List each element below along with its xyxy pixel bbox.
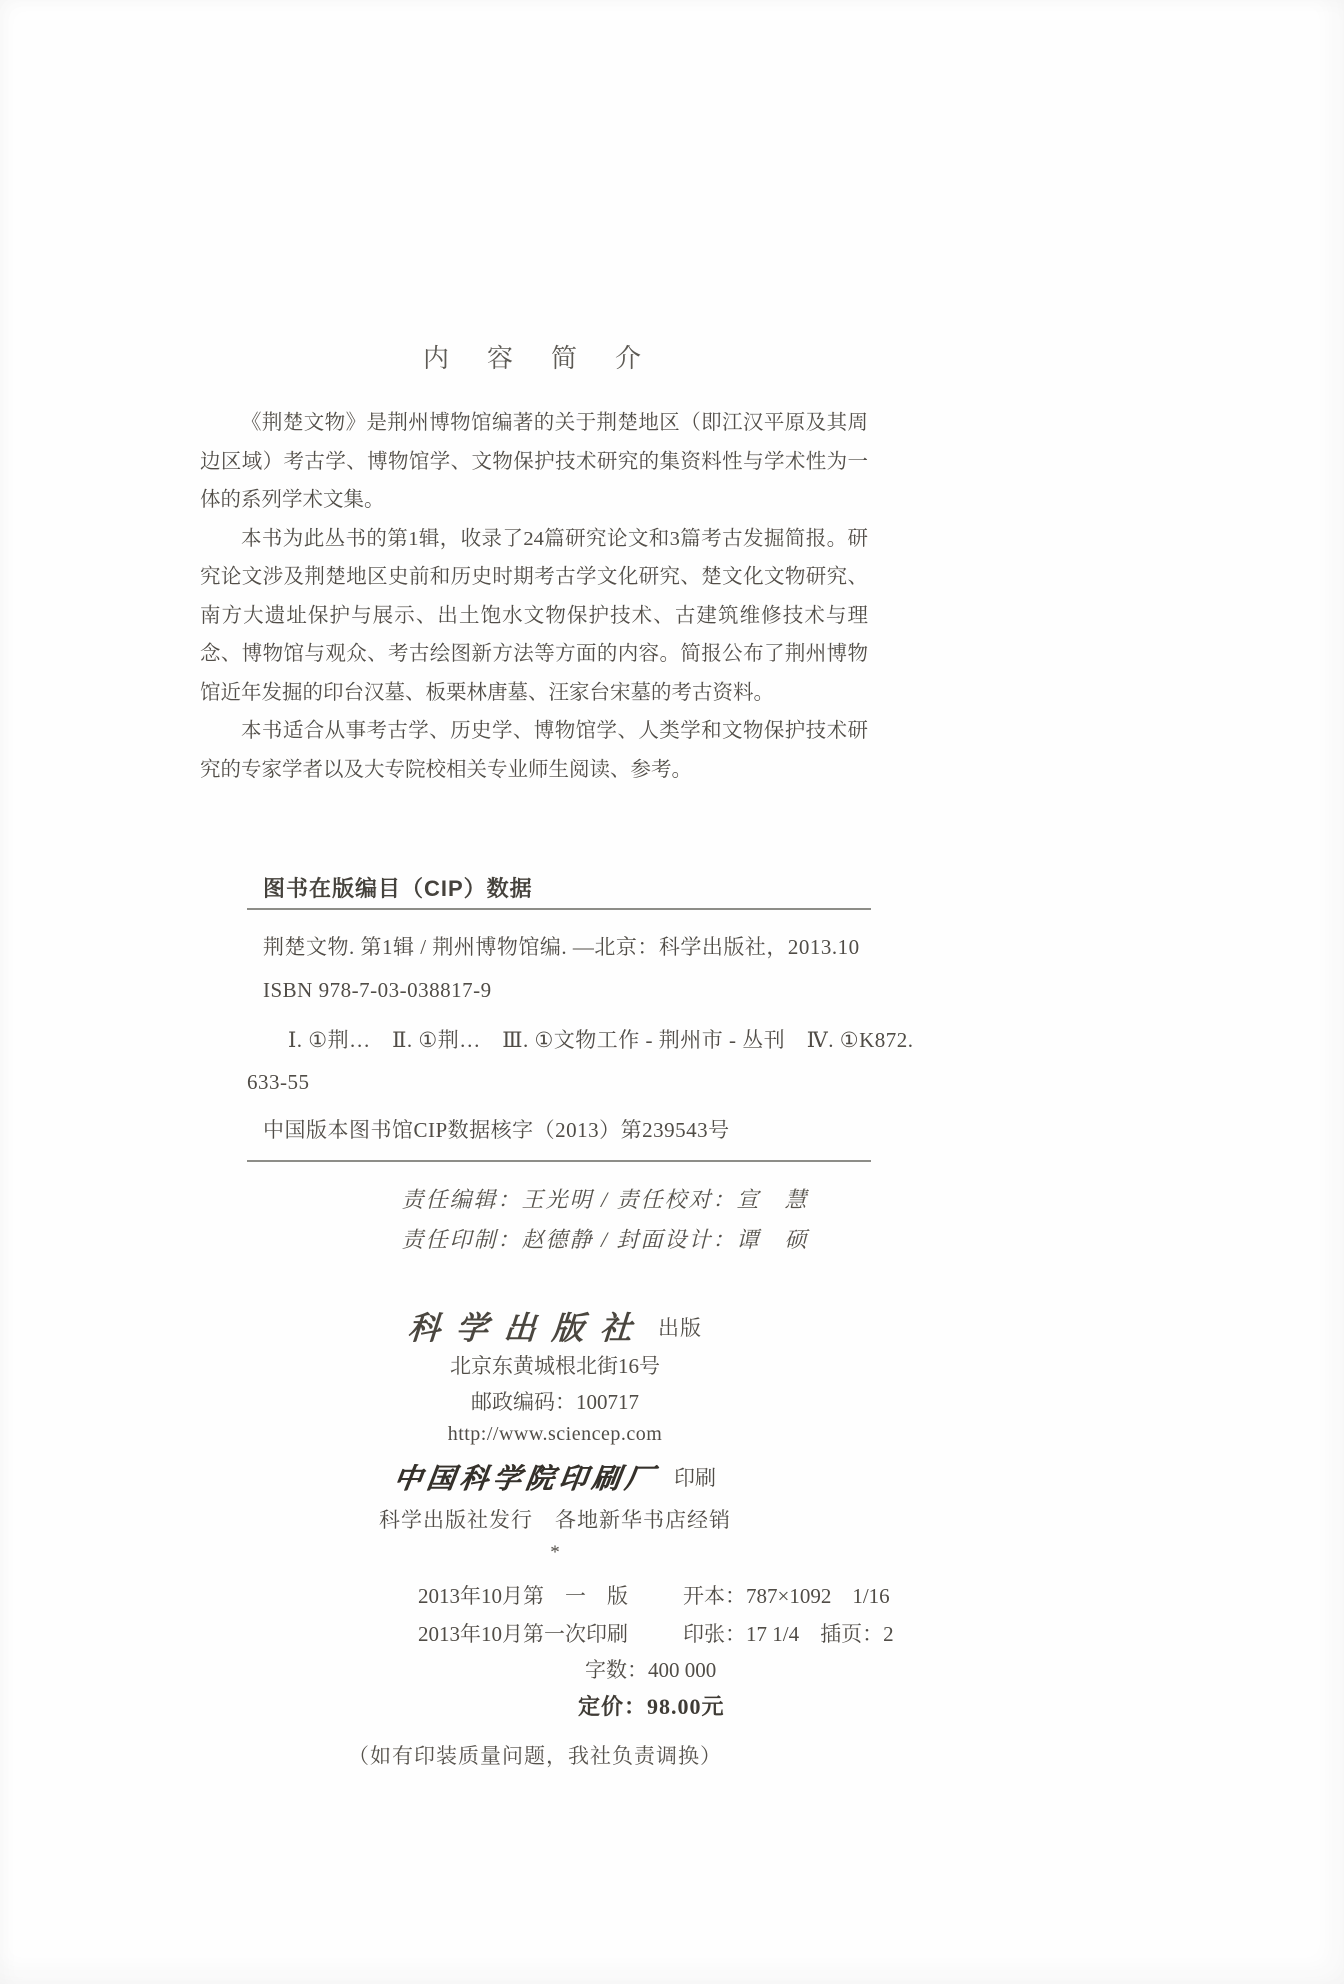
intro-paragraphs (200, 404, 868, 789)
intro-paragraph-3: 本书适合从事考古学、历史学、博物馆学、人类学和文物保护技术研究的专家学者以及大专院校相关专业师生阅读、参考。 (200, 720, 868, 781)
credits-line-editor: 责任编辑：王光明 / 责任校对：宣 慧 (401, 1187, 809, 1212)
cip-classification: Ⅰ. ①荆… Ⅱ. ①荆… Ⅲ. ①文物工作 - 荆州市 - 丛刊 Ⅳ. ①K872. (288, 1028, 914, 1052)
publisher-postcode: 邮政编码：100717 (471, 1390, 639, 1414)
publisher-suffix-label: 出版 (658, 1316, 702, 1340)
cip-bottom-rule (247, 1160, 871, 1162)
intro-title: 内 容 简 介 (422, 343, 647, 373)
edition-date: 2013年10月第 一 版 (418, 1584, 628, 1608)
format-size: 开本：787×1092 1/16 (683, 1584, 890, 1608)
publisher-url: http://www.sciencep.com (447, 1423, 663, 1445)
printer-line (200, 1457, 910, 1497)
credits-block (200, 1180, 940, 1260)
sheets-inserts: 印张：17 1/4 插页：2 (683, 1622, 894, 1646)
cip-header: 图书在版编目（CIP）数据 (263, 876, 533, 901)
credits-line-printing: 责任印制：赵德静 / 封面设计：谭 硕 (401, 1227, 809, 1252)
intro-paragraph-2: 本书为此丛书的第1辑，收录了24篇研究论文和3篇考古发掘简报。研究论文涉及荆楚地区史前和历史时期考古学文化研究、楚文化文物研究、南方大遗址保护与展示、出土饱水文物保护技术、古建筑维修技术与理念、博物馆与观众、考古绘图新方法等方面的内容。简报公布了荆州博物馆近年发掘的印台汉墓、板栗林唐墓、汪家台宋墓的考古资料。 (200, 527, 868, 704)
quality-note: （如有印装质量问题，我社负责调换） (348, 1744, 722, 1768)
printer-logo: 中国科学院印刷厂 (391, 1464, 660, 1495)
publisher-line (200, 1303, 910, 1349)
intro-paragraph-1: 《荆楚文物》是荆州博物馆编著的关于荆楚地区（即江汉平原及其周边区域）考古学、博物馆学、文物保护技术研究的集资料性与学术性为一体的系列学术文集。 (200, 412, 868, 511)
publisher-address: 北京东黄城根北街16号 (450, 1354, 660, 1378)
printer-suffix-label: 印刷 (674, 1466, 716, 1490)
word-count: 字数：400 000 (585, 1658, 717, 1682)
price: 定价：98.00元 (578, 1694, 725, 1719)
cip-classification-continued: 633-55 (247, 1070, 310, 1094)
cip-title-line: 荆楚文物. 第1辑 / 荆州博物馆编. —北京：科学出版社，2013.10 (263, 935, 860, 959)
cip-record-number: 中国版本图书馆CIP数据核字（2013）第239543号 (263, 1118, 730, 1142)
cip-top-rule (247, 908, 871, 910)
distribution-line: 科学出版社发行 各地新华书店经销 (379, 1508, 731, 1532)
science-press-logo: 科学出版社 (406, 1310, 650, 1346)
cip-isbn: ISBN 978-7-03-038817-9 (263, 978, 492, 1002)
printing-date: 2013年10月第一次印刷 (418, 1622, 628, 1646)
separator-asterisk: * (550, 1542, 560, 1563)
